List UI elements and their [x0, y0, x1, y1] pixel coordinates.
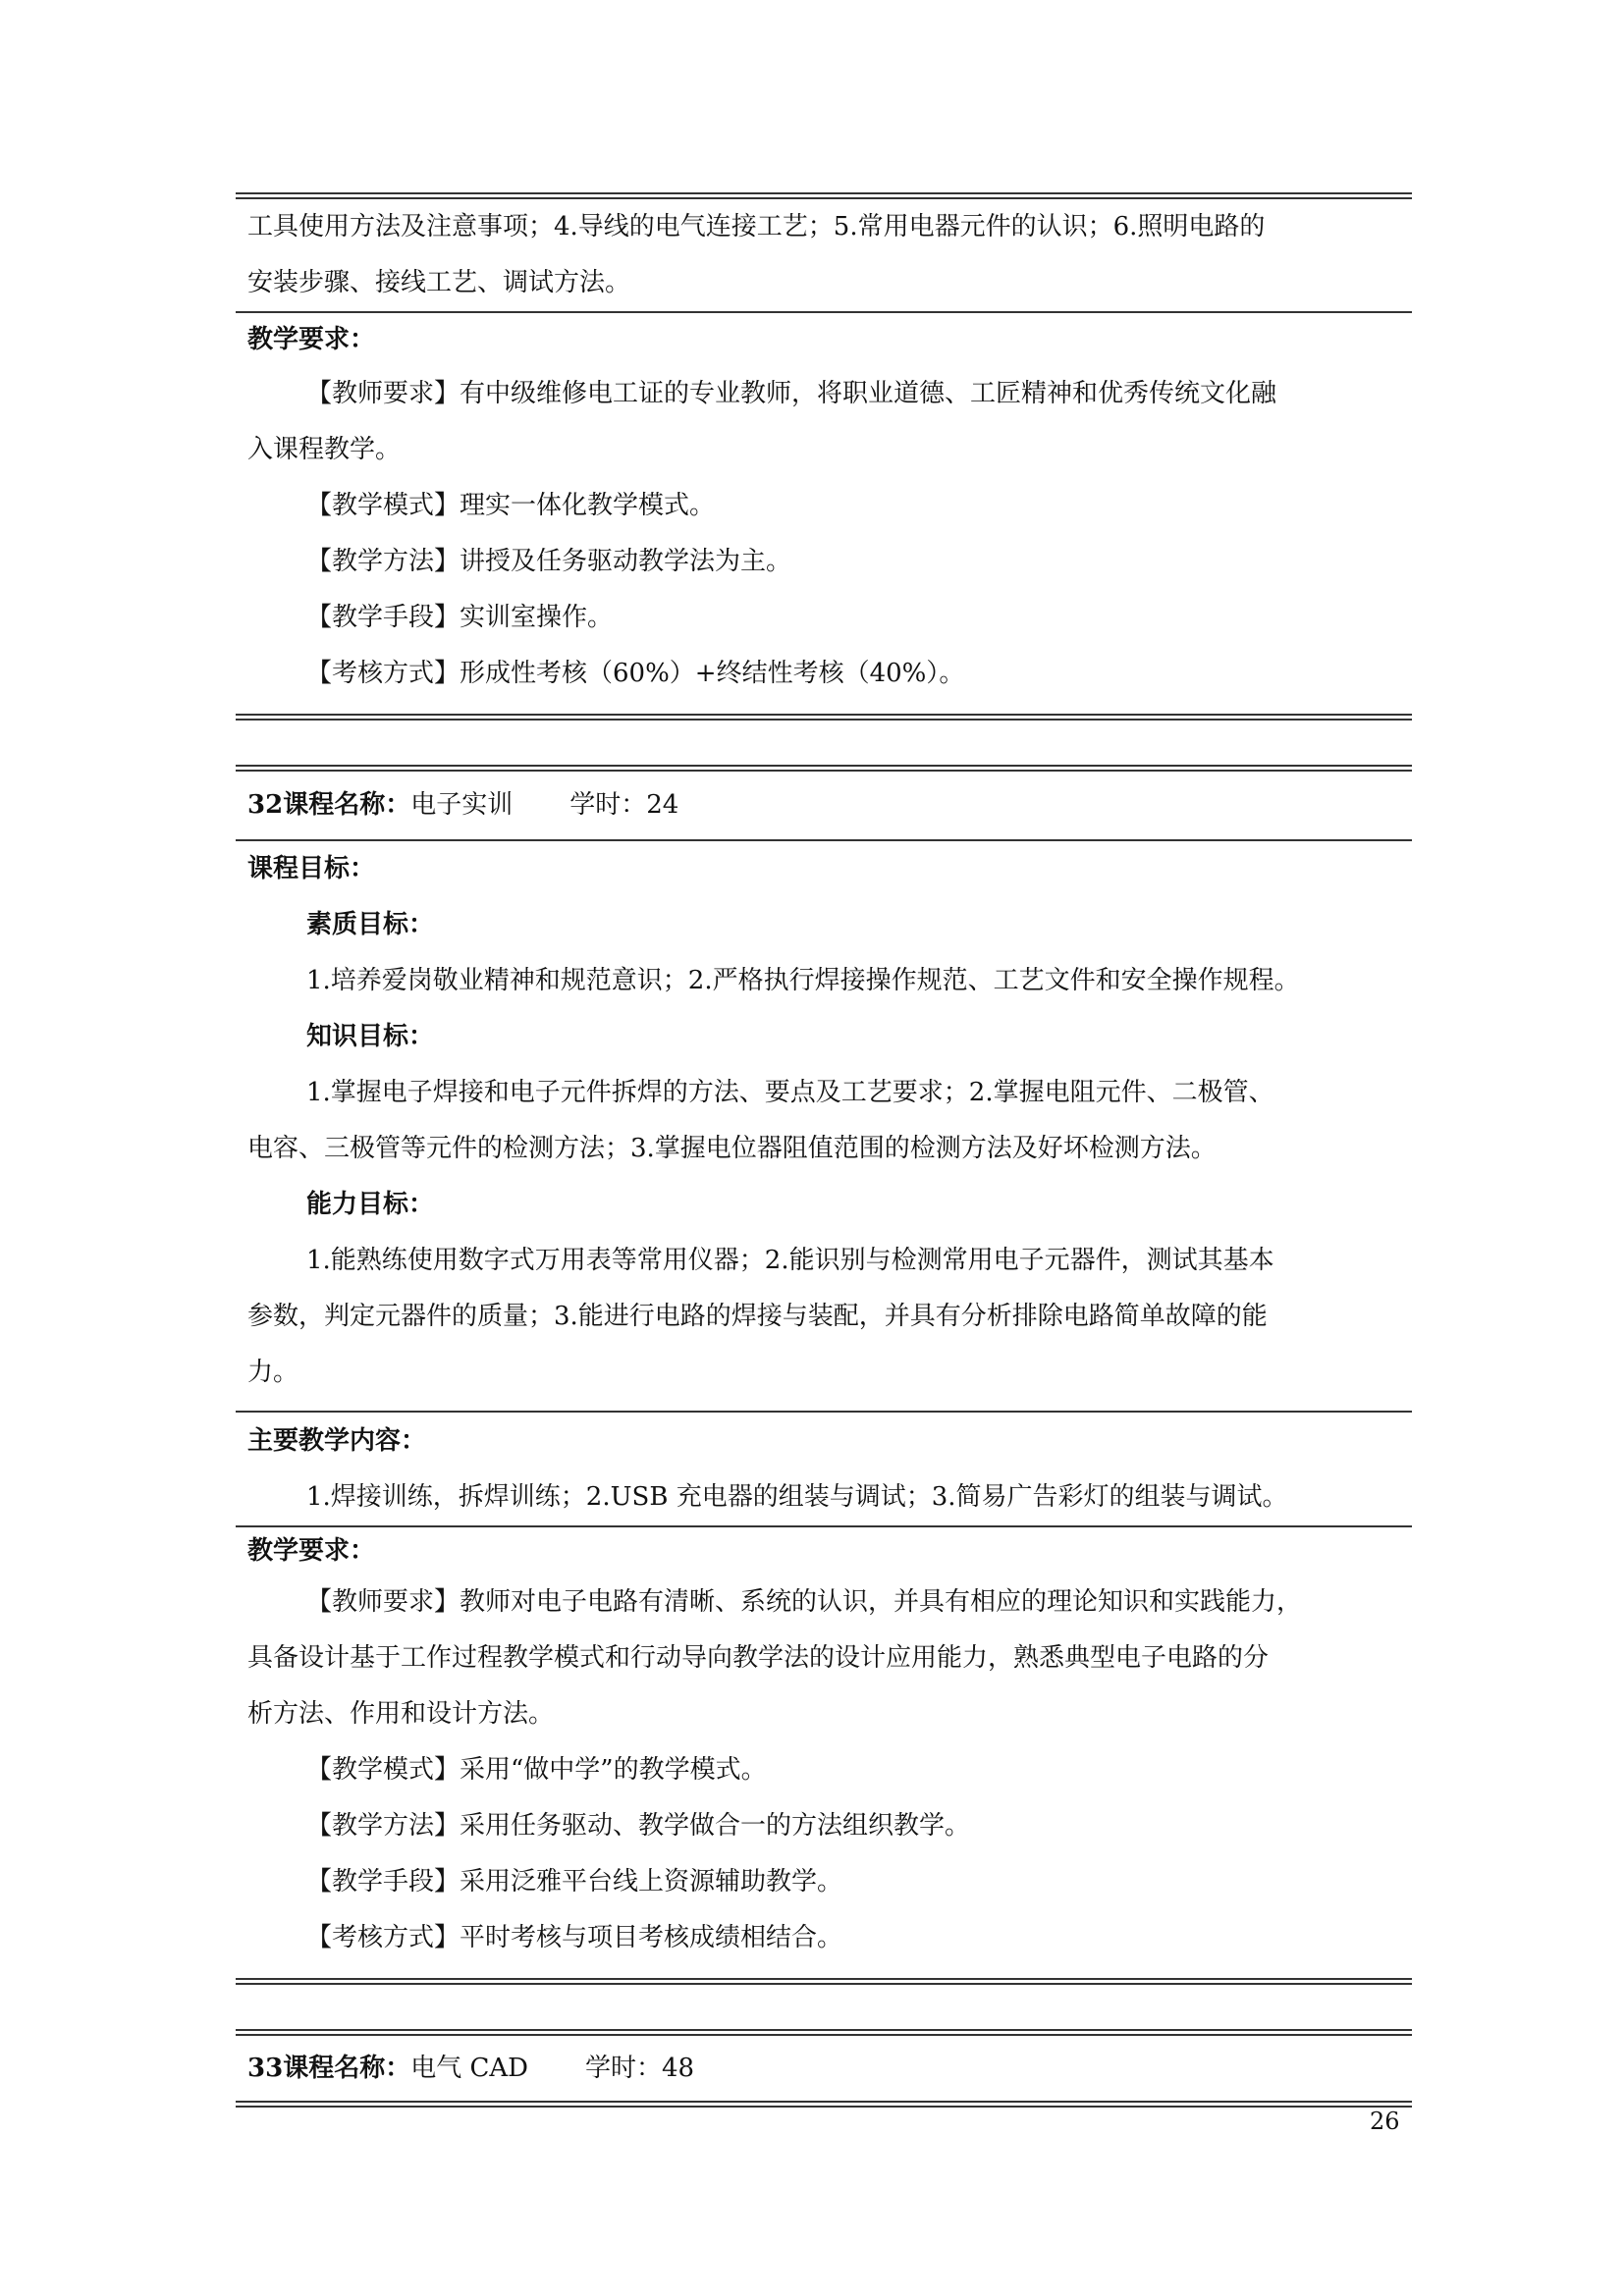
content-line: 安装步骤、接线工艺、调试方法。 — [247, 268, 631, 297]
course-32-header — [236, 772, 1412, 839]
requirement-line: 析方法、作用和设计方法。 — [247, 1699, 555, 1729]
ability-line: 力。 — [247, 1358, 299, 1387]
requirement-line: 【教学方法】讲授及任务驱动教学法为主。 — [306, 547, 792, 576]
requirement-line: 【教师要求】教师对电子电路有清晰、系统的认识，并具有相应的理论知识和实践能力， — [306, 1587, 1303, 1617]
ability-heading: 能力目标： — [306, 1190, 435, 1219]
course-33-bottom-rule — [236, 2101, 1412, 2108]
course-name-label: 课程名称： — [283, 790, 411, 820]
course-hours: 48 — [662, 2054, 695, 2083]
course-32-top-rule — [236, 765, 1412, 772]
course-33-header — [236, 2036, 1412, 2101]
requirement-line: 入课程教学。 — [247, 435, 402, 464]
section-end-rule — [236, 714, 1412, 721]
requirement-line: 【教学方法】采用任务驱动、教学做合一的方法组织教学。 — [306, 1811, 971, 1841]
course-hours: 24 — [646, 790, 679, 820]
course-number: 33 — [247, 2054, 284, 2083]
content-line: 1.焊接训练，拆焊训练；2.USB 充电器的组装与调试；3.简易广告彩灯的组装与调试。 — [306, 1482, 1288, 1512]
requirements-heading: 教学要求： — [247, 1536, 376, 1566]
page-number: 26 — [1370, 2108, 1400, 2135]
quality-line: 1.培养爱岗敬业精神和规范意识；2.严格执行焊接操作规范、工艺文件和安全操作规程。 — [306, 966, 1300, 995]
course-hours-label: 学时： — [569, 790, 647, 820]
requirement-line: 【教师要求】有中级维修电工证的专业教师，将职业道德、工匠精神和优秀传统文化融 — [306, 379, 1277, 408]
requirements-heading: 教学要求： — [247, 325, 376, 354]
section-top-rule — [236, 192, 1412, 199]
course-name: 电气 CAD — [410, 2054, 528, 2083]
course-number: 32 — [247, 790, 284, 820]
content-heading: 主要教学内容： — [247, 1426, 427, 1456]
goals-heading: 课程目标： — [247, 854, 376, 883]
content-line: 工具使用方法及注意事项；4.导线的电气连接工艺；5.常用电器元件的认识；6.照明电路的 — [247, 212, 1266, 241]
knowledge-heading: 知识目标： — [306, 1022, 435, 1051]
knowledge-line: 电容、三极管等元件的检测方法；3.掌握电位器阻值范围的检测方法及好坏检测方法。 — [247, 1134, 1217, 1163]
requirement-line: 【教学模式】理实一体化教学模式。 — [306, 491, 716, 520]
requirement-line: 【考核方式】形成性考核（60%）+终结性考核（40%）。 — [306, 659, 965, 688]
course-name: 电子实训 — [410, 790, 514, 820]
requirement-line: 具备设计基于工作过程教学模式和行动导向教学法的设计应用能力，熟悉典型电子电路的分 — [247, 1643, 1270, 1673]
knowledge-line: 1.掌握电子焊接和电子元件拆焊的方法、要点及工艺要求；2.掌握电阻元件、二极管、 — [306, 1078, 1274, 1107]
requirement-line: 【教学手段】实训室操作。 — [306, 603, 614, 632]
requirement-line: 【考核方式】平时考核与项目考核成绩相结合。 — [306, 1923, 843, 1952]
course-hours-label: 学时： — [584, 2054, 662, 2083]
quality-heading: 素质目标： — [306, 910, 435, 939]
ability-line: 参数，判定元器件的质量；3.能进行电路的焊接与装配，并具有分析排除电路简单故障的能 — [247, 1302, 1268, 1331]
section-end-rule — [236, 1978, 1412, 1985]
course-33-top-rule — [236, 2029, 1412, 2036]
ability-line: 1.能熟练使用数字式万用表等常用仪器；2.能识别与检测常用电子元器件，测试其基本 — [306, 1246, 1274, 1275]
course-name-label: 课程名称： — [283, 2054, 411, 2083]
requirement-line: 【教学手段】采用泛雅平台线上资源辅助教学。 — [306, 1867, 843, 1896]
requirement-line: 【教学模式】采用“做中学”的教学模式。 — [306, 1755, 767, 1785]
page-content — [236, 192, 1412, 2108]
